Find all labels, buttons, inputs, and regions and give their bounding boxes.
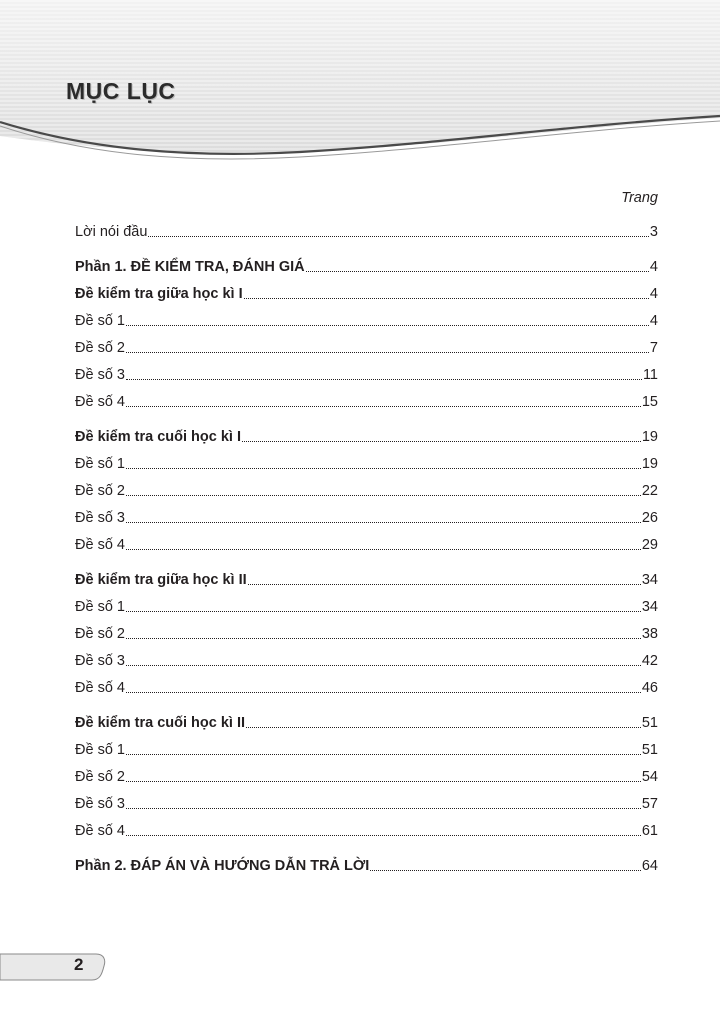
toc-entry-label: Đề số 3 [75, 796, 125, 812]
header-banner [0, 0, 720, 175]
toc-entry-label: Đề số 1 [75, 599, 125, 615]
toc-entry-label: Đề số 1 [75, 456, 125, 472]
toc-entry-page: 15 [641, 394, 658, 410]
toc-entry-label: Phần 2. ĐÁP ÁN VÀ HƯỚNG DẪN TRẢ LỜI [75, 858, 370, 874]
toc-dot-leader [126, 692, 641, 693]
toc-dot-leader [148, 236, 649, 237]
toc-dot-leader [248, 584, 641, 585]
toc-entry-page: 4 [649, 286, 658, 302]
toc-section-entry [75, 705, 658, 732]
toc-entry-label: Đề số 2 [75, 483, 125, 499]
toc-entry-page: 7 [649, 340, 658, 356]
toc-dot-leader [126, 406, 641, 407]
toc-dot-leader [242, 441, 641, 442]
toc-entry-label: Đề kiểm tra cuối học kì I [75, 429, 241, 445]
page-column-label: Trang [621, 190, 658, 206]
toc-entry [75, 303, 658, 330]
toc-entry-label: Đề kiểm tra giữa học kì II [75, 572, 247, 588]
toc-entry-label: Đề số 4 [75, 823, 125, 839]
toc-dot-leader [126, 638, 641, 639]
toc-entry-label: Đề số 1 [75, 742, 125, 758]
toc-entry-label: Lời nói đầu [75, 224, 148, 240]
toc-entry [75, 732, 658, 759]
toc-dot-leader [126, 549, 641, 550]
toc-dot-leader [126, 379, 642, 380]
toc-dot-leader [126, 808, 641, 809]
toc-entry-page: 42 [641, 653, 658, 669]
toc-entry-page: 51 [641, 742, 658, 758]
toc-dot-leader [126, 611, 641, 612]
toc-entry [75, 759, 658, 786]
toc-entry-page: 4 [649, 259, 658, 275]
toc-entry-page: 3 [649, 224, 658, 240]
toc-entry-page: 54 [641, 769, 658, 785]
toc-entry [75, 330, 658, 357]
page-number-tab [0, 946, 110, 986]
toc-entry-label: Phần 1. ĐỀ KIỂM TRA, ĐÁNH GIÁ [75, 259, 305, 275]
toc-entry-label: Đề số 3 [75, 653, 125, 669]
toc-entry-page: 38 [641, 626, 658, 642]
toc-dot-leader [126, 352, 649, 353]
toc-dot-leader [126, 781, 641, 782]
toc-entry-page: 57 [641, 796, 658, 812]
toc-entry [75, 643, 658, 670]
toc-entry-label: Đề số 4 [75, 537, 125, 553]
toc-entry [75, 813, 658, 840]
toc-entry-label: Đề kiểm tra cuối học kì II [75, 715, 246, 731]
toc-section-entry [75, 562, 658, 589]
toc-entry-page: 26 [641, 510, 658, 526]
toc-entry-label: Đề số 1 [75, 313, 125, 329]
toc-dot-leader [126, 325, 649, 326]
toc-entry [75, 473, 658, 500]
toc-section-entry [75, 276, 658, 303]
toc-entry-page: 46 [641, 680, 658, 696]
toc-entry [75, 670, 658, 697]
toc-entry [75, 527, 658, 554]
toc-entry [75, 446, 658, 473]
toc-dot-leader [126, 754, 641, 755]
toc-entry-label: Đề số 2 [75, 626, 125, 642]
toc-entry-page: 34 [641, 599, 658, 615]
toc-dot-leader [126, 522, 641, 523]
table-of-contents [75, 214, 658, 875]
toc-entry-page: 29 [641, 537, 658, 553]
toc-dot-leader [370, 870, 641, 871]
toc-dot-leader [126, 665, 641, 666]
toc-entry-label: Đề số 4 [75, 394, 125, 410]
toc-dot-leader [244, 298, 649, 299]
toc-entry-page: 61 [641, 823, 658, 839]
toc-entry-page: 22 [641, 483, 658, 499]
toc-section-entry [75, 848, 658, 875]
toc-entry-page: 4 [649, 313, 658, 329]
toc-entry-page: 19 [641, 456, 658, 472]
toc-section-entry [75, 419, 658, 446]
toc-entry [75, 786, 658, 813]
toc-entry-label: Đề số 3 [75, 367, 125, 383]
page-number: 2 [74, 955, 84, 974]
toc-entry-page: 11 [642, 367, 658, 383]
toc-entry-label: Đề số 2 [75, 769, 125, 785]
toc-entry-page: 19 [641, 429, 658, 445]
toc-entry [75, 589, 658, 616]
page-tab-shape [0, 946, 110, 986]
page-title: MỤC LỤC [66, 78, 176, 104]
toc-entry [75, 500, 658, 527]
toc-dot-leader [126, 835, 641, 836]
toc-entry-page: 34 [641, 572, 658, 588]
toc-dot-leader [126, 468, 641, 469]
toc-dot-leader [246, 727, 641, 728]
toc-entry [75, 214, 658, 241]
toc-entry-page: 51 [641, 715, 658, 731]
toc-entry [75, 384, 658, 411]
toc-entry [75, 616, 658, 643]
toc-entry-label: Đề số 3 [75, 510, 125, 526]
toc-entry-label: Đề kiểm tra giữa học kì I [75, 286, 243, 302]
toc-entry-page: 64 [641, 858, 658, 874]
toc-section-entry [75, 249, 658, 276]
toc-entry-label: Đề số 2 [75, 340, 125, 356]
toc-dot-leader [306, 271, 649, 272]
toc-dot-leader [126, 495, 641, 496]
toc-entry [75, 357, 658, 384]
toc-entry-label: Đề số 4 [75, 680, 125, 696]
